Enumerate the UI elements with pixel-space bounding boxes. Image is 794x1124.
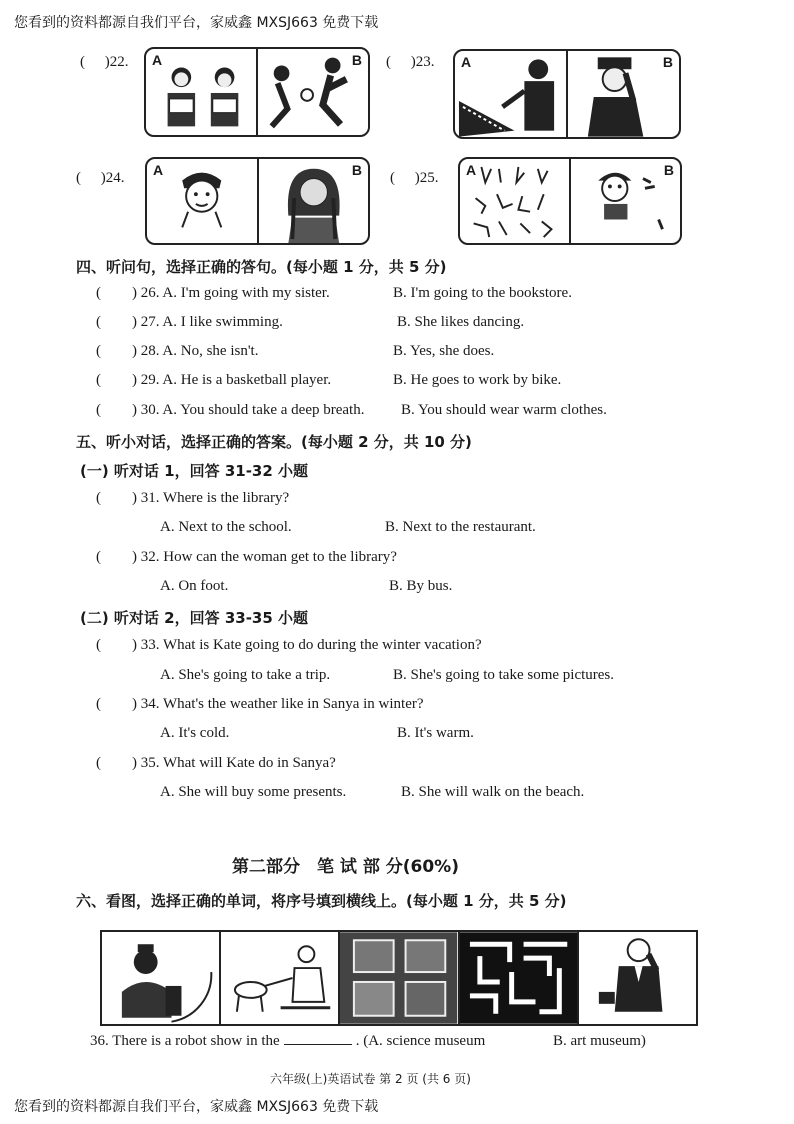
q32-option-a[interactable]: A. On foot. bbox=[160, 578, 229, 594]
q23-option-a[interactable]: A bbox=[455, 51, 568, 137]
q25-picture-box bbox=[458, 157, 682, 245]
q33-option-a[interactable]: A. She's going to take a trip. bbox=[160, 667, 331, 683]
q28-row[interactable]: ( ) 28. A. No, she isn't. bbox=[96, 343, 259, 359]
q35-option-a[interactable]: A. She will buy some presents. bbox=[160, 784, 347, 800]
people-playing-ball-icon bbox=[258, 49, 368, 135]
q23-picture-box bbox=[453, 49, 681, 139]
q26-row[interactable]: ( ) 26. A. I'm going with my sister. bbox=[96, 285, 330, 301]
q31-option-b[interactable]: B. Next to the restaurant. bbox=[385, 519, 536, 535]
q32-row[interactable]: ( ) 32. How can the woman get to the library? bbox=[96, 549, 397, 565]
q22-number[interactable]: ( )22. bbox=[80, 54, 129, 70]
q34-row[interactable]: ( ) 34. What's the weather like in Sanya in winter? bbox=[96, 696, 424, 712]
q36-blank[interactable] bbox=[284, 1033, 352, 1045]
section5-sub2: (二) 听对话 2，回答 33-35 小题 bbox=[80, 609, 309, 627]
watermark-top: 您看到的资料都源自我们平台，家威鑫 MXSJ663 免费下载 bbox=[14, 15, 379, 31]
q34-option-b[interactable]: B. It's warm. bbox=[397, 725, 474, 741]
art-gallery-icon bbox=[340, 932, 457, 1024]
q33-option-b[interactable]: B. She's going to take some pictures. bbox=[393, 667, 615, 683]
q35-row[interactable]: ( ) 35. What will Kate do in Sanya? bbox=[96, 755, 336, 771]
q36-option-b[interactable]: B. art museum) bbox=[553, 1033, 646, 1049]
q22-option-b[interactable]: B bbox=[258, 49, 368, 135]
q35-option-b[interactable]: B. She will walk on the beach. bbox=[401, 784, 585, 800]
q32-option-b[interactable]: B. By bus. bbox=[389, 578, 453, 594]
q23-number[interactable]: ( )23. bbox=[386, 54, 435, 70]
q26-option-b[interactable]: B. I'm going to the bookstore. bbox=[393, 285, 572, 301]
q31-row[interactable]: ( ) 31. Where is the library? bbox=[96, 490, 290, 506]
q22-option-a[interactable]: A bbox=[146, 49, 258, 135]
q31-option-a[interactable]: A. Next to the school. bbox=[160, 519, 292, 535]
q24-option-a[interactable]: A bbox=[147, 159, 259, 243]
businessman-icon bbox=[579, 932, 696, 1024]
section6-title: 六、看图，选择正确的单词，将序号填到横线上。(每小题 1 分，共 5 分) bbox=[76, 892, 567, 910]
q25-number[interactable]: ( )25. bbox=[390, 170, 439, 186]
q29-row[interactable]: ( ) 29. A. He is a basketball player. bbox=[96, 372, 332, 388]
long-hair-girl-icon bbox=[259, 159, 369, 243]
page-footer: 六年级(上)英语试卷 第 2 页 (共 6 页) bbox=[270, 1072, 471, 1086]
q27-option-b[interactable]: B. She likes dancing. bbox=[397, 314, 525, 330]
q29-option-b[interactable]: B. He goes to work by bike. bbox=[393, 372, 562, 388]
hand-signs-icon bbox=[460, 159, 569, 243]
sled-icon bbox=[221, 932, 338, 1024]
q24-picture-box bbox=[145, 157, 370, 245]
q34-option-a[interactable]: A. It's cold. bbox=[160, 725, 230, 741]
section5-title: 五、听小对话，选择正确的答案。(每小题 2 分，共 10 分) bbox=[76, 433, 472, 451]
police-officer-icon bbox=[568, 51, 679, 137]
q22-picture-box bbox=[144, 47, 370, 137]
children-reading-icon bbox=[146, 49, 256, 135]
section5-sub1: (一) 听对话 1，回答 31-32 小题 bbox=[80, 462, 309, 480]
part2-title: 第二部分 笔 试 部 分(60%) bbox=[232, 857, 459, 877]
image-cell-4 bbox=[460, 932, 579, 1024]
boy-with-bag-icon bbox=[571, 159, 680, 243]
section6-image-strip bbox=[100, 930, 698, 1026]
q28-option-b[interactable]: B. Yes, she does. bbox=[393, 343, 495, 359]
q24-option-b[interactable]: B bbox=[259, 159, 369, 243]
q33-row[interactable]: ( ) 33. What is Kate going to do during the winter vacation? bbox=[96, 637, 482, 653]
image-cell-3 bbox=[340, 932, 459, 1024]
section4-title: 四、听问句，选择正确的答句。(每小题 1 分，共 5 分) bbox=[76, 258, 447, 276]
q24-number[interactable]: ( )24. bbox=[76, 170, 125, 186]
q30-option-b[interactable]: B. You should wear warm clothes. bbox=[401, 402, 607, 418]
woman-playing-piano-icon bbox=[455, 51, 566, 137]
snowman-icon bbox=[102, 932, 219, 1024]
q25-option-b[interactable]: B bbox=[571, 159, 680, 243]
q30-row[interactable]: ( ) 30. A. You should take a deep breath. bbox=[96, 402, 365, 418]
q36-row[interactable]: 36. There is a robot show in the . (A. science museum bbox=[90, 1033, 486, 1049]
q27-row[interactable]: ( ) 27. A. I like swimming. bbox=[96, 314, 283, 330]
q23-option-b[interactable]: B bbox=[568, 51, 679, 137]
image-cell-2 bbox=[221, 932, 340, 1024]
image-cell-1 bbox=[102, 932, 221, 1024]
q25-option-a[interactable]: A bbox=[460, 159, 571, 243]
short-hair-girl-icon bbox=[147, 159, 257, 243]
maze-icon bbox=[460, 932, 577, 1024]
image-cell-5 bbox=[579, 932, 696, 1024]
watermark-bottom: 您看到的资料都源自我们平台，家威鑫 MXSJ663 免费下载 bbox=[14, 1099, 379, 1115]
